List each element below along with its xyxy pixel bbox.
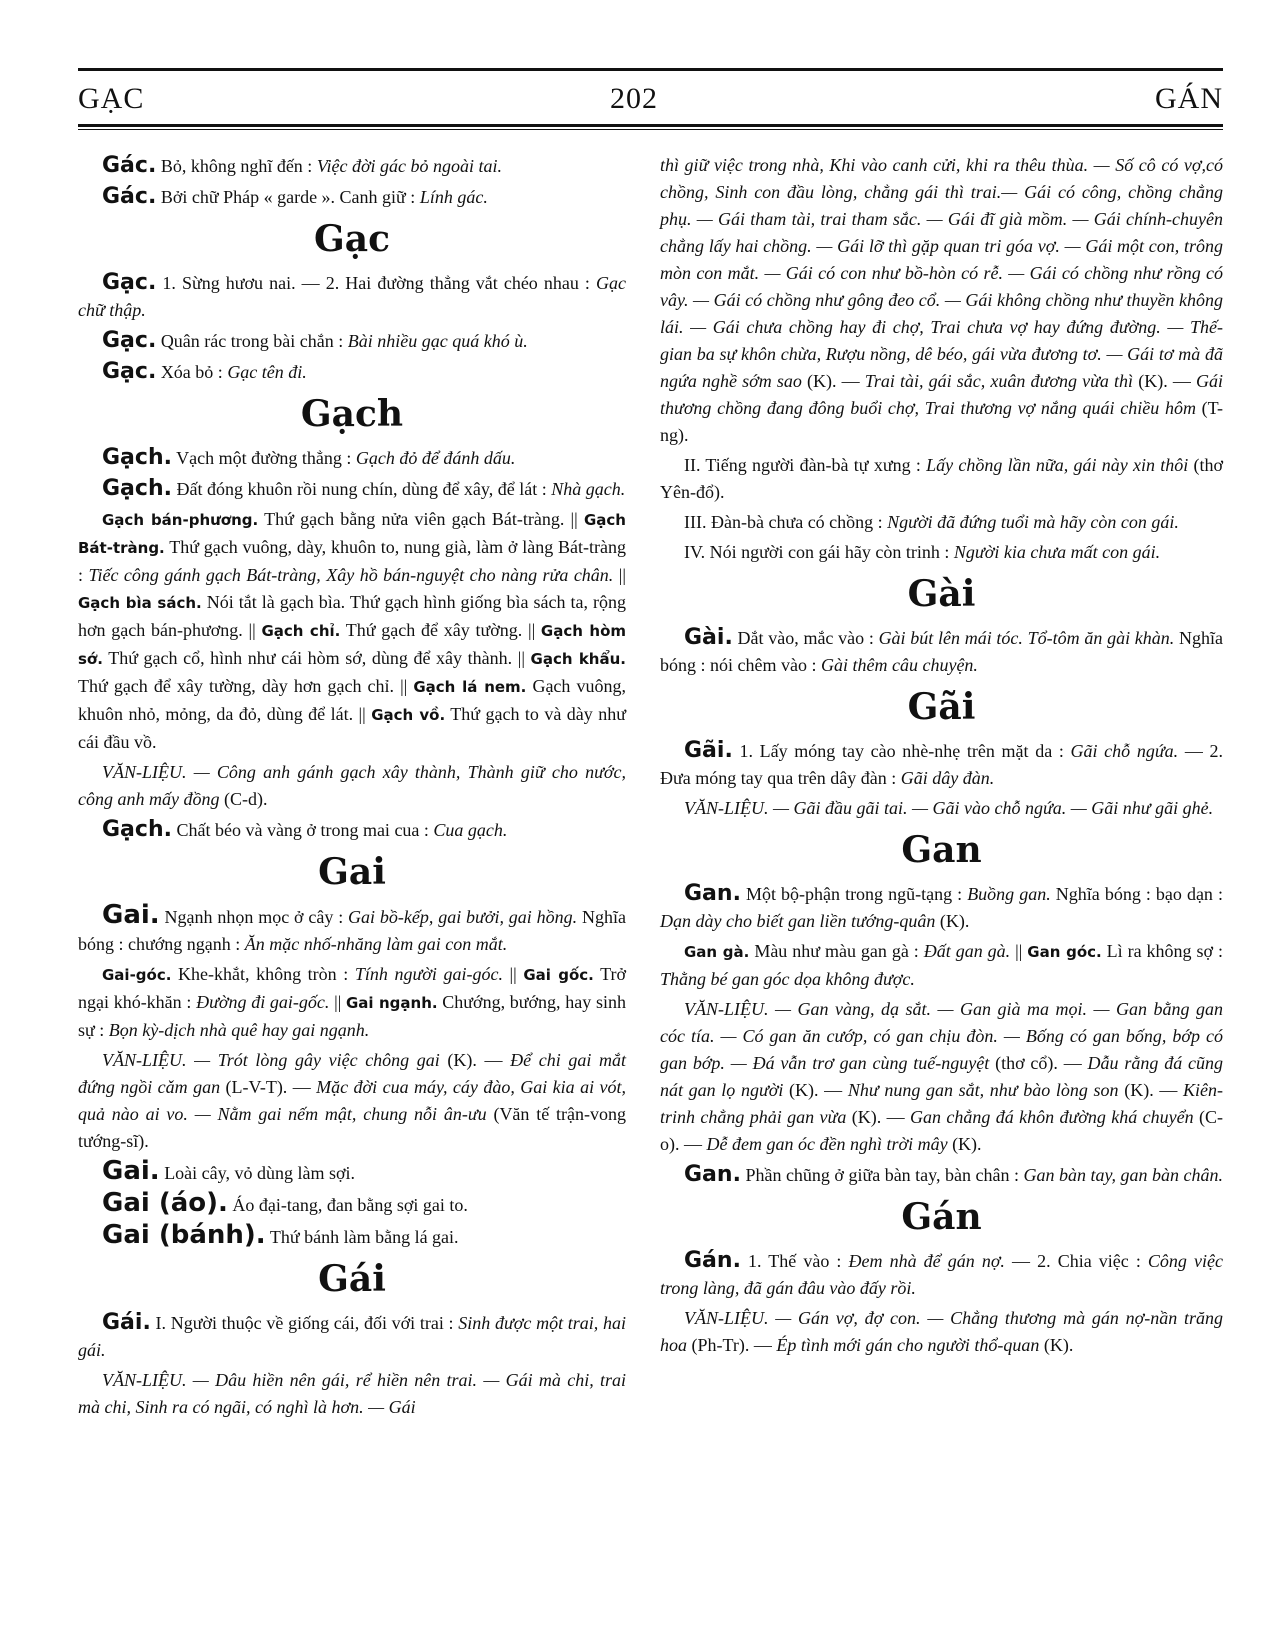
entry-gai-van-lieu: VĂN-LIỆU. — Trót lòng gây việc chông gai (K). — Để chi gai mắt đứng ngồi cǎm gan (L-V-T). — Mặc đời cua máy, cáy đào, Gai kia ai vót, quả nào ai vo. — Nằm gai nếm mật, chung nỗi ân-ưu (Văn tế trận-vong tướng-sĩ). [78, 1050, 627, 1151]
entry-gai-7: Gãi. 1. Lấy móng tay cào nhè-nhẹ trên mặt da : Gãi chỗ ngứa. — 2. Đưa móng tay qua trên dây đàn : Gãi dây đàn. [660, 738, 1223, 788]
section-heading-gan-2: Gán [901, 1196, 982, 1238]
entry-gac-2: Gác. Bởi chữ Pháp « garde ». Canh giữ : Lính gác. [102, 184, 488, 209]
entry-gai-4: Gai (bánh). Thứ bánh làm bằng lá gai. [102, 1220, 459, 1250]
section-heading-gan: Gan [901, 829, 982, 871]
entry-gạc-3: Gạc. Xóa bỏ : Gạc tên đi. [102, 359, 307, 384]
entry-gai-1: Gai. Ngạnh nhọn mọc ở cây : Gai bồ-kếp, gai bưởi, gai hồng. Nghĩa bóng : chướng ngạnh : Ăn mặc nhố-nhăng làm gai con mắt. [78, 900, 626, 954]
entry-gan-van-lieu: VĂN-LIỆU. — Gan vàng, dạ sắt. — Gan già ma mọi. — Gan bằng gan cóc tía. — Có gan ăn cướp, có gan chịu đòn. — Bống có gan bống, bớp có gan bớp. — Đá vẫn trơ gan cùng tuế-nguyệt (thơ cổ). — Dẫu rằng đá cũng nát gan lọ người (K). — Như nung gan sắt, như bào lòng son (K). — Kiên-trinh chẳng phải gan vừa (K). — Gan chẳng đá khôn đường khá chuyển (C-o). — Dễ đem gan óc đền nghì trời mây (K). [660, 999, 1224, 1154]
section-heading-gach: Gạch [300, 393, 404, 435]
entry-gai-5-van-lieu: VĂN-LIỆU. — Dâu hiền nên gái, rể hiền nên trai. — Gái mà chi, trai mà chi, Sinh ra có ngãi, có nghì là hơn. — Gái [78, 1370, 626, 1417]
entry-gai-compounds: Gai-góc. Khe-khắt, không tròn : Tính người gai-góc. || Gai gốc. Trở ngại khó-khăn : Đường đi gai-gốc. || Gai ngạnh. Chướng, bướng, hay sinh sự : Bọn kỳ-dịch nhà quê hay gai ngạnh. [78, 964, 627, 1040]
entry-gach-van-lieu: VĂN-LIỆU. — Công anh gánh gạch xây thành, Thành giữ cho nước, công anh mấy đồng (C-d). [78, 762, 626, 809]
entry-gai-sense-iii: III. Đàn-bà chưa có chồng : Người đã đứng tuổi mà hãy còn con gái. [684, 512, 1179, 532]
entry-gai-sense-iv: IV. Nói người con gái hãy còn trinh : Người kia chưa mất con gái. [684, 542, 1161, 562]
top-rule [78, 68, 1223, 71]
entry-gai-2: Gai. Loài cây, vỏ dùng làm sợi. [102, 1156, 355, 1186]
section-heading-gai-2: Gái [318, 1258, 386, 1300]
header-rule-thin [78, 129, 1223, 130]
entry-gac-1: Gác. Bỏ, không nghĩ đến : Việc đời gác bỏ ngoài tai. [102, 153, 503, 178]
section-heading-gac: Gạc [314, 218, 390, 260]
entry-gach-compounds: Gạch bán-phương. Thứ gạch bằng nửa viên gạch Bát-tràng. || Gạch Bát-tràng. Thứ gạch vuông, dày, khuôn to, nung già, làm ở làng Bát-tràng : Tiếc công gánh gạch Bát-tràng, Xây hồ bán-nguyệt cho nàng rửa chân. || Gạch bìa sách. Nói tắt là gạch bìa. Thứ gạch hình giống bìa sách ta, rộng hơn gạch bán-phương. || Gạch chỉ. Thứ gạch để xây tường. || Gạch hòm sớ. Thứ gạch cổ, hình như cái hòm sớ, dùng để xây thành. || Gạch khẩu. Thứ gạch để xây tường, dày hơn gạch chỉ. || Gạch lá nem. Gạch vuông, khuôn nhỏ, mỏng, da đỏ, dùng để lát. || Gạch vồ. Thứ gạch to và dày như cái đầu vồ. [78, 509, 627, 752]
entry-gai-7-van-lieu: VĂN-LIỆU. — Gãi đầu gãi tai. — Gãi vào chỗ ngứa. — Gãi như gãi ghẻ. [684, 798, 1214, 818]
header-left-guide-word: GẠC [78, 82, 145, 115]
entry-gai-3: Gai (áo). Áo đại-tang, đan bằng sợi gai to. [102, 1188, 468, 1218]
entry-gạc-1: Gạc. 1. Sừng hươu nai. — 2. Hai đường thẳng vắt chéo nhau : Gạc chữ thập. [78, 270, 626, 320]
section-heading-gai-3: Gài [907, 573, 976, 615]
header-rule [78, 124, 1223, 127]
page-number: 202 [610, 82, 658, 115]
section-heading-gai-4: Gãi [907, 686, 976, 728]
entry-gai-sense-ii: II. Tiếng người đàn-bà tự xưng : Lấy chồng lần nữa, gái này xin thôi (thơ Yên-đổ). [660, 455, 1224, 502]
entry-gạc-2: Gạc. Quân rác trong bài chắn : Bài nhiều gạc quá khó ù. [102, 328, 528, 353]
left-column [78, 152, 626, 1424]
entry-gai-6: Gài. Dắt vào, mắc vào : Gài bút lên mái tóc. Tổ-tôm ăn gài khàn. Nghĩa bóng : nói chêm vào : Gài thêm câu chuyện. [660, 625, 1223, 675]
entry-gan-3-van-lieu: VĂN-LIỆU. — Gán vợ, đợ con. — Chẳng thương mà gán nợ-nần trăng hoa (Ph-Tr). — Ép tình mới gán cho người thổ-quan (K). [660, 1308, 1223, 1355]
entry-gan-1: Gan. Một bộ-phận trong ngũ-tạng : Buồng gan. Nghĩa bóng : bạo dạn : Dạn dày cho biết gan liền tướng-quân (K). [660, 881, 1223, 931]
entry-gan-compounds: Gan gà. Màu như màu gan gà : Đất gan gà. || Gan góc. Lì ra không sợ : Thằng bé gan góc dọa không được. [660, 941, 1223, 989]
entry-gan-3: Gán. 1. Thế vào : Đem nhà để gán nợ. — 2. Chia việc : Công việc trong làng, đã gán đâu vào đấy rồi. [660, 1248, 1223, 1298]
entry-gach-1: Gạch. Vạch một đường thẳng : Gạch đỏ để đánh dấu. [102, 445, 516, 470]
entry-gan-2: Gan. Phần chũng ở giữa bàn tay, bàn chân : Gan bàn tay, gan bàn chân. [684, 1162, 1223, 1187]
entry-gach-2: Gạch. Đất đóng khuôn rồi nung chín, dùng để xây, để lát : Nhà gạch. [102, 476, 626, 501]
running-header [78, 82, 1223, 126]
section-heading-gai: Gai [318, 851, 386, 893]
continued-gai-van-lieu: thì giữ việc trong nhà, Khi vào canh cửi, khi ra thêu thùa. — Số cô có vợ,có chồng, Sinh con đầu lòng, chẳng gái thì trai.— Gái có công, chồng chẳng phụ. — Gái tham tài, trai tham sắc. — Gái đĩ già mồm. — Gái chính-chuyên chẳng lấy hai chồng. — Gái lỡ thì gặp quan tri góa vợ. — Gái một con, trông mòn con mắt. — Gái có con như bồ-hòn có rễ. — Gái có chồng như rồng có vây. — Gái có chồng như gông đeo cổ. — Gái không chồng như thuyền không lái. — Gái chưa chồng hay đi chợ, Trai chưa vợ hay đứng đường. — Thế-gian ba sự khôn chừa, Rượu nồng, dê béo, gái vừa đương tơ. — Gái tơ mà đã ngứa nghề sớm sao (K). — Trai tài, gái sắc, xuân đương vừa thì (K). — Gái thương chồng đang đông buổi chợ, Trai thương vợ nắng quái chiều hôm (T-ng). [660, 155, 1223, 445]
header-right-guide-word: GÁN [1155, 82, 1223, 115]
entry-gach-3: Gạch. Chất béo và vàng ở trong mai cua : Cua gạch. [102, 817, 508, 842]
right-column [660, 152, 1223, 1362]
entry-gai-5: Gái. I. Người thuộc về giống cái, đối với trai : Sinh được một trai, hai gái. [78, 1310, 626, 1360]
